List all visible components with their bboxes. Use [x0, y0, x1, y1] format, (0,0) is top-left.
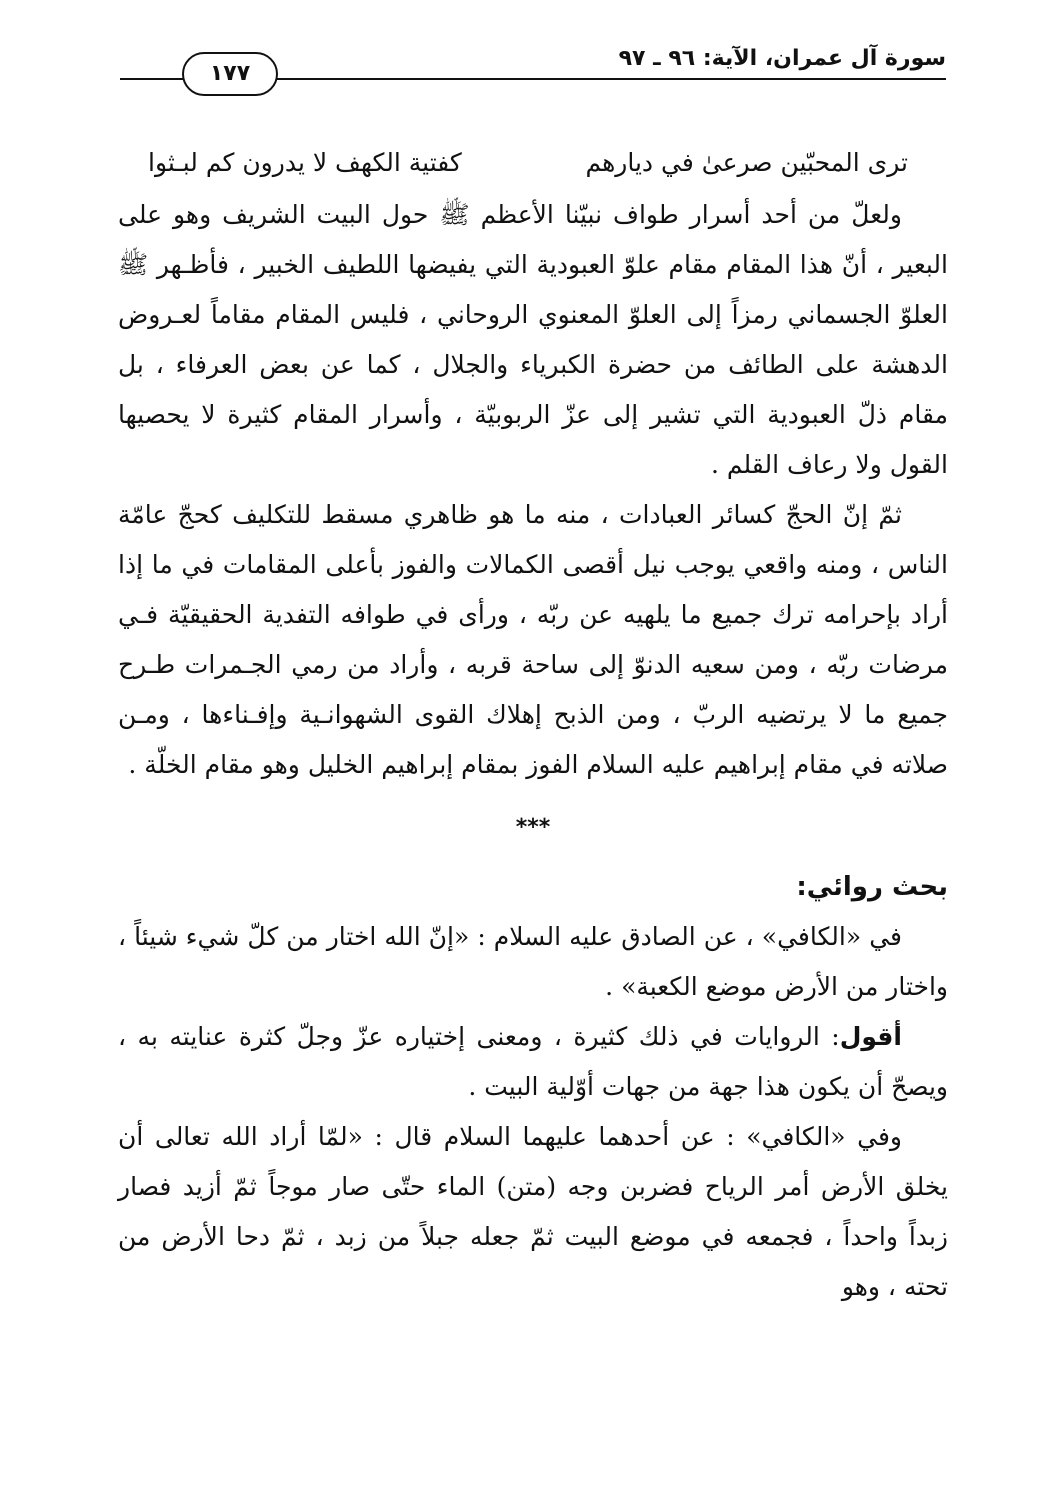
page-header: [120, 40, 946, 86]
paragraph-tawaf: ولعلّ من أحد أسرار طواف نبيّنا الأعظم ﷺ حول البيت الشريف وهو على البعير ، أنّ هذا المقام مقام علوّ العبودية التي يفيضها اللطيف الخبير ، فأظـهر ﷺ العلوّ الجسماني رمزاً إلى العلوّ المعنوي الروحاني ، فليس المقام مقاماً لعـروض الدهشة على الطائف من حضرة الكبرياء والجلال ، كما عن بعض العرفاء ، بل مقام ذلّ العبودية التي تشير إلى عزّ الربوبيّة ، وأسرار المقام كثيرة لا يحصيها القول ولا رعاف القلم .: [118, 200, 948, 479]
section-separator: ***: [515, 815, 551, 840]
narration-kafi-creation: وفي «الكافي» : عن أحدهما عليهما السلام قال : «لمّا أراد الله تعالى أن يخلق الأرض أمر الرياح فضربن وجه (متن) الماء حتّى صار موجاً ثمّ أزيد فصار زبداً واحداً ، فجمعه في موضع البيت ثمّ جعله جبلاً من زبد ، ثمّ دحا الأرض من تحته ، وهو: [118, 1122, 948, 1301]
narration-kafi-sadiq: في «الكافي» ، عن الصادق عليه السلام : «إنّ الله اختار من كلّ شيء شيئاً ، واختار من الأرض موضع الكعبة» .: [118, 922, 948, 1001]
page-number: ١٧٧: [182, 52, 278, 96]
page-body: [118, 128, 948, 1312]
narration-comment: [118, 1012, 948, 1112]
poem-hemistich-second: كفتية الكهف لا يدرون كم لبـثوا: [148, 148, 462, 177]
poem-verse: [118, 128, 948, 190]
paragraph-hajj: ثمّ إنّ الحجّ كسائر العبادات ، منه ما هو ظاهري مسقط للتكليف كحجّ عامّة الناس ، ومنه واقعي يوجب نيل أقصى الكمالات والفوز بأعلى المقامات في ما إذا أراد بإحرامه ترك جميع ما يلهيه عن ربّه ، ورأى في طوافه التفدية الحقيقيّة فـي مرضات ربّه ، ومن سعيه الدنوّ إلى ساحة قربه ، وأراد من رمي الجـمرات طـرح جميع ما لا يرتضيه الربّ ، ومن الذبح إهلاك القوى الشهوانـية وإفـناءها ، ومـن صلاته في مقام إبراهيم عليه السلام الفوز بمقام إبراهيم الخليل وهو مقام الخلّة .: [118, 500, 948, 779]
poem-hemistich-first: ترى المحبّين صرعىٰ في ديارهم: [585, 148, 908, 177]
section-title: بحث روائي:: [796, 872, 948, 902]
header-title: سورة آل عمران، الآية: ٩٦ ـ ٩٧: [618, 46, 946, 71]
comment-label: أقول: [839, 1022, 902, 1051]
comment-text: : الروايات في ذلك كثيرة ، ومعنى إختياره عزّ وجلّ كثرة عنايته به ، ويصحّ أن يكون هذا جهة من جهات أوّلية البيت .: [118, 1022, 948, 1101]
